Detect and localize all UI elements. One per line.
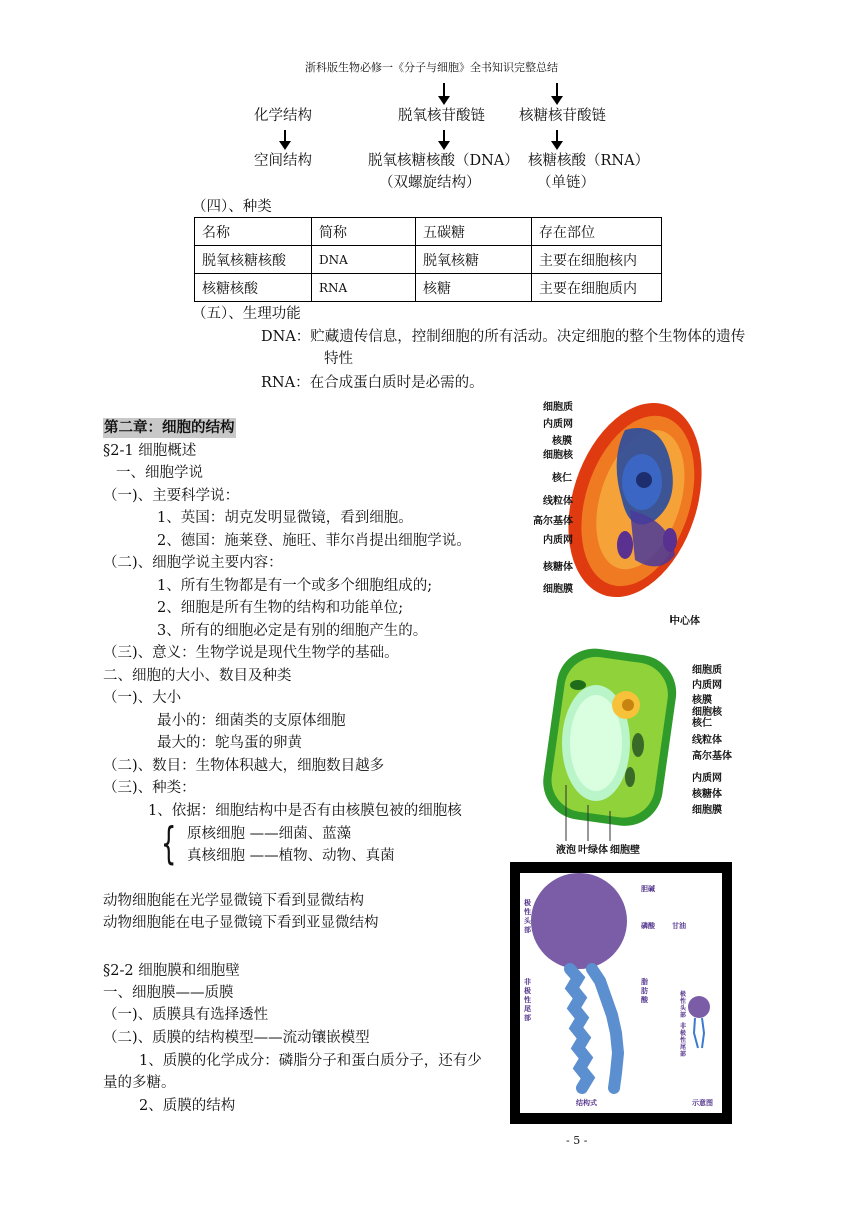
plant-cell-label: 核仁	[692, 718, 712, 729]
table-cell: 核糖核酸	[195, 274, 312, 302]
main-scientists: （一)、主要科学说：	[103, 488, 240, 504]
content-2: 2、细胞是所有生物的结构和功能单位;	[157, 600, 404, 616]
flow-dna: 脱氧核糖核酸（DNA）	[368, 153, 519, 169]
table-header-row	[195, 218, 662, 246]
arrow-down-icon	[556, 83, 558, 97]
animal-cell-label: 线粒体	[543, 496, 573, 507]
arrow-down-icon	[443, 130, 445, 142]
chemical-composition-1: 1、质膜的化学成分：磷脂分子和蛋白质分子，还有少	[139, 1053, 482, 1069]
plant-cell-label: 细胞质	[692, 665, 722, 676]
chemical-composition-2: 量的多糖。	[103, 1075, 176, 1091]
chapter-title: 第二章：细胞的结构	[104, 419, 235, 436]
function-dna-2: 特性	[324, 351, 353, 367]
animal-cell-label: 细胞核	[543, 450, 573, 461]
arrow-down-icon	[284, 130, 286, 142]
light-microscope-note: 动物细胞能在光学显微镜下看到显微结构	[103, 893, 364, 909]
animal-cell-label: 核仁	[552, 473, 572, 484]
meaning: （三)、意义：生物学说是现代生物学的基础。	[103, 645, 399, 661]
animal-cell-label: 细胞质	[543, 402, 573, 413]
page-number: - 5 -	[566, 1134, 588, 1147]
table-cell: 脱氧核糖核酸	[195, 246, 312, 274]
plant-cell-label: 内质网	[692, 773, 722, 784]
table-row	[195, 274, 662, 302]
kinds-heading: （四）、种类	[192, 199, 272, 215]
prokaryote: 原核细胞 ——细菌、蓝藻	[187, 826, 352, 842]
plant-cell-label: 内质网	[692, 680, 722, 691]
plant-cell-figure	[538, 645, 738, 855]
animal-cell-figure	[530, 390, 720, 630]
phospholipid-figure	[510, 862, 732, 1124]
membrane-heading: 一、细胞膜——质膜	[103, 985, 234, 1001]
plant-cell-label: 细胞核	[692, 707, 722, 718]
table-header-cell: 名称	[195, 218, 312, 246]
plant-cell-label: 液泡	[556, 845, 576, 856]
table-cell: DNA	[312, 246, 416, 274]
flow-ribo-chain: 核糖核苷酸链	[519, 108, 606, 124]
animal-cell-label: 细胞膜	[543, 584, 573, 595]
phospho-label: 胆碱	[641, 885, 655, 893]
membrane-structure: 2、质膜的结构	[139, 1098, 236, 1114]
plant-cell-label: 细胞膜	[692, 805, 722, 816]
arrow-down-icon	[556, 130, 558, 142]
page-header: 浙科版生物必修一《分子与细胞》全书知识完整总结	[305, 61, 558, 74]
plant-cell-label: 核膜	[692, 695, 712, 706]
table-cell: 脱氧核糖	[416, 246, 532, 274]
brace-icon: {	[161, 818, 177, 869]
animal-cell-label: 核膜	[552, 436, 572, 447]
plant-cell-label: 高尔基体	[692, 751, 732, 762]
table-cell: 核糖	[416, 274, 532, 302]
flow-rna: 核糖核酸（RNA）	[528, 153, 650, 169]
function-heading: （五）、生理功能	[192, 306, 301, 322]
phospho-label: 结构式	[576, 1099, 597, 1107]
flow-spatial-structure: 空间结构	[254, 153, 312, 169]
table-row	[195, 246, 662, 274]
animal-cell-label: 内质网	[543, 419, 573, 430]
section-2-1: §2-1 细胞概述	[103, 443, 197, 459]
size-sub: （一)、大小	[103, 690, 182, 706]
content-1: 1、所有生物都是有一个或多个细胞组成的;	[157, 578, 433, 594]
phospho-label: 非极性尾部	[524, 978, 531, 1022]
table-header-cell: 存在部位	[532, 218, 662, 246]
scientist-1: 1、英国：胡克发明显微镜，看到细胞。	[157, 510, 413, 526]
cell-number: （二)、数目：生物体积越大，细胞数目越多	[103, 758, 385, 774]
phospho-label: 脂肪酸	[641, 978, 648, 1004]
arrow-down-icon	[443, 83, 445, 97]
flow-chemical-structure: 化学结构	[254, 108, 312, 124]
size-heading: 二、细胞的大小、数目及种类	[103, 668, 292, 684]
function-rna: RNA：在合成蛋白质时是必需的。	[261, 375, 484, 391]
phospho-label: 甘油	[672, 922, 686, 930]
content-3: 3、所有的细胞必定是有别的细胞产生的。	[157, 623, 428, 639]
eukaryote: 真核细胞 ——植物、动物、真菌	[187, 848, 395, 864]
selective-permeability: （一)、质膜具有选择透性	[103, 1007, 269, 1023]
largest-cell: 最大的：鸵鸟蛋的卵黄	[157, 735, 302, 751]
flow-single-strand: （单链）	[537, 175, 595, 191]
classification-basis: 1、依据：细胞结构中是否有由核膜包被的细胞核	[148, 803, 462, 819]
table-header-cell: 简称	[312, 218, 416, 246]
plant-cell-label: 核糖体	[692, 789, 722, 800]
kinds-table	[194, 217, 662, 302]
flow-double-helix: （双螺旋结构）	[379, 175, 481, 191]
flow-deoxy-chain: 脱氧核苷酸链	[398, 108, 485, 124]
table-cell: 主要在细胞核内	[532, 246, 662, 274]
phospho-label: 极性头部	[524, 899, 531, 934]
table-cell: RNA	[312, 274, 416, 302]
electron-microscope-note: 动物细胞能在电子显微镜下看到亚显微结构	[103, 915, 379, 931]
smallest-cell: 最小的：细菌类的支原体细胞	[157, 713, 346, 729]
plant-cell-label: 叶绿体	[578, 845, 608, 856]
plant-cell-label: 细胞壁	[610, 845, 640, 856]
animal-cell-label: 高尔基体	[533, 516, 573, 527]
animal-cell-label: 核糖体	[543, 562, 573, 573]
plant-cell-label: 线粒体	[692, 735, 722, 746]
section-2-2: §2-2 细胞膜和细胞壁	[103, 963, 240, 979]
fluid-mosaic-model: （二)、质膜的结构模型——流动镶嵌模型	[103, 1030, 370, 1046]
phospho-label: 示意图	[692, 1099, 713, 1107]
phospho-label: 磷酸	[641, 922, 655, 930]
scientist-2: 2、德国：施莱登、施旺、菲尔肖提出细胞学说。	[157, 533, 471, 549]
phospho-label: 非极性尾部	[680, 1023, 687, 1058]
table-header-cell: 五碳糖	[416, 218, 532, 246]
cell-theory-heading: 一、细胞学说	[116, 465, 203, 481]
phospho-label: 极性头部	[680, 991, 687, 1019]
animal-cell-label: 内质网	[543, 535, 573, 546]
function-dna-1: DNA：贮藏遗传信息，控制细胞的所有活动。决定细胞的整个生物体的遗传	[261, 329, 746, 345]
content-heading: （二)、细胞学说主要内容：	[103, 555, 283, 571]
phospholipid-illustration	[520, 873, 722, 1113]
table-cell: 主要在细胞质内	[532, 274, 662, 302]
animal-cell-label: 中心体	[670, 616, 700, 627]
cell-types: （三)、种类：	[103, 780, 196, 796]
